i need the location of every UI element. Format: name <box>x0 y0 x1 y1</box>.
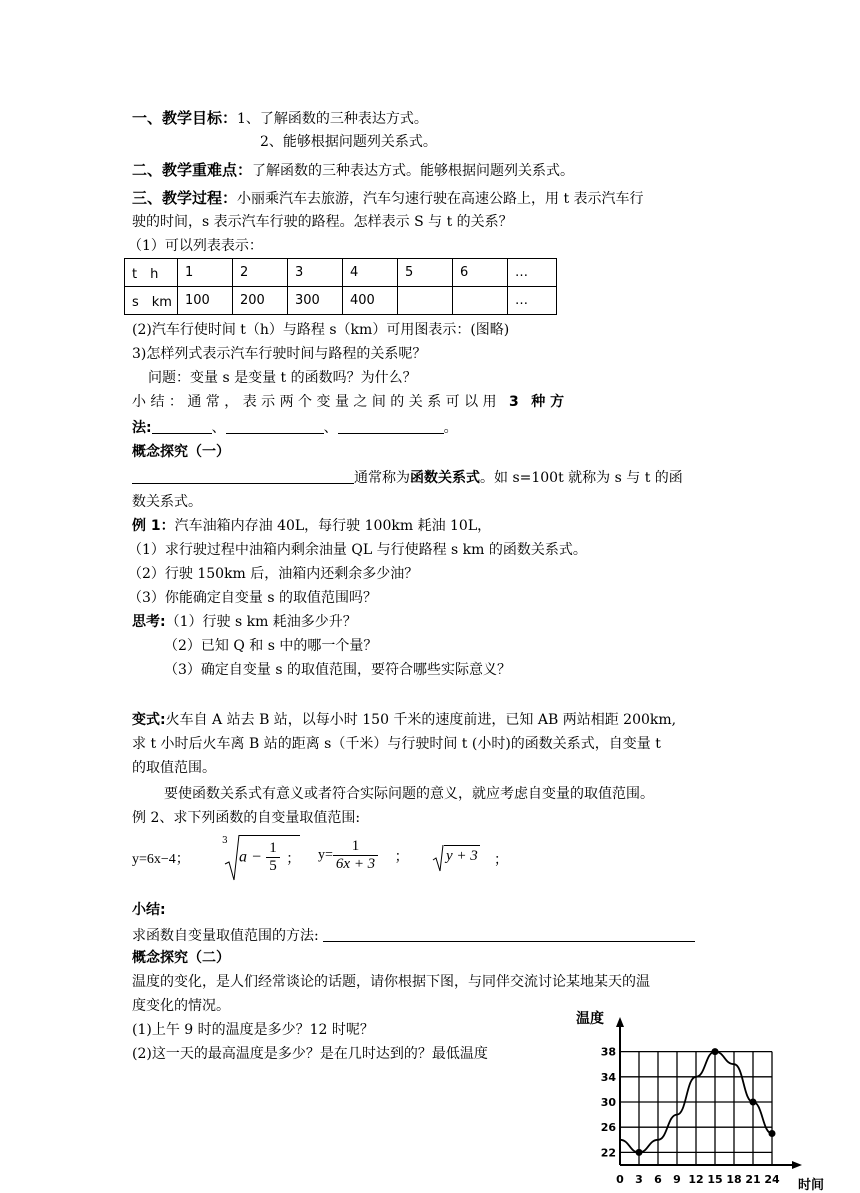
chart-labels <box>576 1010 824 1191</box>
table-cell: 2 <box>233 259 288 287</box>
separator: ； <box>286 850 301 867</box>
think-label: 思考: <box>132 614 166 630</box>
summary-blanks <box>132 418 458 438</box>
x-tick-label: 9 <box>673 1173 681 1186</box>
graph-line: (2)汽车行使时间 t（h）与路程 s（km）可用图表示：(图略) <box>132 322 510 338</box>
x-tick-label: 0 <box>616 1173 624 1186</box>
data-point <box>636 1149 643 1156</box>
formula-line: 3)怎样列式表示汽车行驶时间与路程的关系呢？ <box>132 346 427 362</box>
root-fraction <box>266 840 280 875</box>
variant-text-4: 要使函数关系式有意义或者符合实际问题的意义，就应考虑自变量的取值范围。 <box>164 786 654 802</box>
x-tick-label: 18 <box>726 1173 742 1186</box>
data-point <box>750 1099 757 1106</box>
table-cell: 3 <box>288 259 343 287</box>
table-row <box>125 287 557 315</box>
x-tick-label: 21 <box>745 1173 761 1186</box>
summary-method: 种 方 <box>531 394 565 410</box>
process-text-1: 小丽乘汽车去旅游，汽车匀速行驶在高速公路上，用 t 表示汽车行 <box>237 191 644 207</box>
example1-q2: （2）行驶 150km 后，油箱内还剩余多少油？ <box>128 566 419 582</box>
summary2-text: 求函数自变量取值范围的方法: <box>132 928 319 944</box>
example1-q3: （3）你能确定自变量 s 的取值范围吗？ <box>128 590 377 606</box>
period: 。 <box>443 420 458 436</box>
summary-number: 3 <box>509 394 519 410</box>
data-point <box>769 1130 776 1137</box>
process-text-2: 驶的时间，s 表示汽车行驶的路程。怎样表示 S 与 t 的关系？ <box>132 214 513 230</box>
table-cell: 100 <box>178 287 233 315</box>
example1-label: 例 1： <box>132 518 175 534</box>
y-tick-label: 26 <box>600 1121 616 1135</box>
x-tick-label: 12 <box>688 1173 704 1186</box>
concept1-line <box>132 468 683 488</box>
table-cell: 5 <box>398 259 453 287</box>
process-line-1 <box>132 188 644 209</box>
summary-text: 小 结 ： 通 常 ， 表 示 两 个 变 量 之 间 的 关 系 可 以 用 <box>132 394 497 410</box>
think-q3: （3）确定自变量 s 的取值范围，要符合哪些实际意义？ <box>164 662 511 678</box>
y-tick-label: 34 <box>600 1070 616 1084</box>
example1-line <box>132 516 491 536</box>
radical-sign <box>224 834 240 882</box>
example1-text: 汽车油箱内存油 40L，每行驶 100km 耗油 10L， <box>174 518 492 534</box>
fraction <box>333 838 378 873</box>
table-cell <box>453 287 508 315</box>
table-cell: t h <box>125 259 178 287</box>
radical-sign <box>432 844 444 872</box>
answer-blank[interactable] <box>338 419 444 434</box>
x-tick-label: 24 <box>764 1173 780 1186</box>
key-points-title: 二、教学重难点： <box>132 161 253 179</box>
variant-line-1 <box>132 710 676 730</box>
question: 问题：变量 s 是变量 t 的函数吗？为什么？ <box>148 370 417 386</box>
time-distance-table <box>124 258 557 315</box>
chart-grid <box>620 1052 772 1165</box>
data-point <box>712 1048 719 1055</box>
answer-blank[interactable] <box>323 927 695 942</box>
table-cell: s km <box>125 287 178 315</box>
concept2-q2: (2)这一天的最高温度是多少？是在几时达到的？最低温度 <box>132 1046 488 1062</box>
x-axis-arrow <box>792 1161 802 1169</box>
concept2-text-2: 度变化的情况。 <box>132 998 230 1014</box>
concept1-text-b: 。如 s=100t 就称为 s 与 t 的函 <box>480 470 683 486</box>
y-tick-label: 22 <box>600 1146 616 1160</box>
answer-blank[interactable] <box>152 419 212 434</box>
table-cell: 6 <box>453 259 508 287</box>
fraction-denominator: 5 <box>269 858 277 874</box>
key-points-text: 了解函数的三种表达方式。能够根据问题列关系式。 <box>252 163 575 179</box>
concept1-text-c: 数关系式。 <box>132 494 202 510</box>
formula-1: y=6x−4； <box>132 852 190 867</box>
variant-text-2: 求 t 小时后火车离 B 站的距离 s（千米）与行驶时间 t (小时)的函数关系式，自变量 t <box>132 736 661 752</box>
variant-text-3: 的取值范围。 <box>132 760 216 776</box>
table-cell: 400 <box>343 287 398 315</box>
temperature-chart <box>572 1005 832 1191</box>
y-tick-label: 30 <box>600 1096 616 1109</box>
table-cell: … <box>508 259 557 287</box>
key-points <box>132 160 574 181</box>
y-axis-label: 温度 <box>576 1011 604 1027</box>
y-tick-label: 38 <box>600 1045 616 1059</box>
concept2-title: 概念探究（二） <box>132 950 230 966</box>
answer-blank[interactable] <box>226 419 324 434</box>
table-cell: … <box>508 287 557 315</box>
table-cell: 4 <box>343 259 398 287</box>
table-row <box>125 259 557 287</box>
think-line <box>132 612 357 632</box>
objective-1: 1、了解函数的三种表达方式。 <box>237 111 428 127</box>
separator: ； <box>494 852 508 868</box>
table-intro: （1）可以列表表示： <box>128 238 263 254</box>
objective-2: 2、能够根据问题列关系式。 <box>260 134 437 150</box>
table-cell: 1 <box>178 259 233 287</box>
concept2-q1: (1)上午 9 时的温度是多少？12 时呢？ <box>132 1022 374 1038</box>
fraction-numerator: 1 <box>333 838 378 856</box>
x-tick-label: 15 <box>707 1173 723 1186</box>
concept1-text-a: 通常称为 <box>354 470 410 486</box>
objectives <box>132 108 428 129</box>
process-title: 三、教学过程： <box>132 189 238 207</box>
think-q1: （1）行驶 s km 耗油多少升？ <box>165 614 357 630</box>
table-cell: 200 <box>233 287 288 315</box>
example1-q1: （1）求行驶过程中油箱内剩余油量 QL 与行使路程 s km 的函数关系式。 <box>128 542 587 558</box>
separator: ； <box>394 848 409 865</box>
objectives-title: 一、教学目标： <box>132 109 238 127</box>
table-cell: 300 <box>288 287 343 315</box>
concept1-term: 函数关系式 <box>410 470 480 486</box>
think-q2: （2）已知 Q 和 s 中的哪一个量？ <box>164 638 378 654</box>
root-variable: a − <box>239 848 262 866</box>
chart-axes <box>616 1017 802 1169</box>
summary2-line <box>132 926 695 946</box>
summary-line <box>132 392 564 412</box>
x-tick-label: 6 <box>654 1173 662 1186</box>
answer-blank[interactable] <box>132 469 354 484</box>
fraction-numerator: 1 <box>266 840 280 858</box>
example2-text: 例 2、求下列函数的自变量取值范围: <box>132 810 361 826</box>
summary-method-label: 法: <box>132 420 152 436</box>
variant-text-1: 火车自 A 站去 B 站，以每小时 150 千米的速度前进，已知 AB 两站相距 200km, <box>165 712 677 728</box>
x-tick-label: 3 <box>635 1173 643 1186</box>
concept1-title: 概念探究（一） <box>132 444 230 460</box>
formula-3 <box>318 838 409 873</box>
separator: 、 <box>323 420 338 436</box>
formula-3-lhs: y= <box>318 847 333 863</box>
root-index: 3 <box>222 836 228 846</box>
y-axis-arrow <box>616 1017 624 1027</box>
variant-label: 变式: <box>132 712 166 728</box>
separator: 、 <box>211 420 226 436</box>
table-cell <box>398 287 453 315</box>
summary2-label: 小结: <box>132 902 166 918</box>
x-axis-label: 时间 <box>798 1178 825 1191</box>
fraction-denominator: 6x + 3 <box>335 856 376 872</box>
concept2-text-1: 温度的变化，是人们经常谈论的话题，请你根据下图，与同伴交流讨论某地某天的温 <box>132 974 650 990</box>
root-content: y + 3 <box>444 845 480 865</box>
